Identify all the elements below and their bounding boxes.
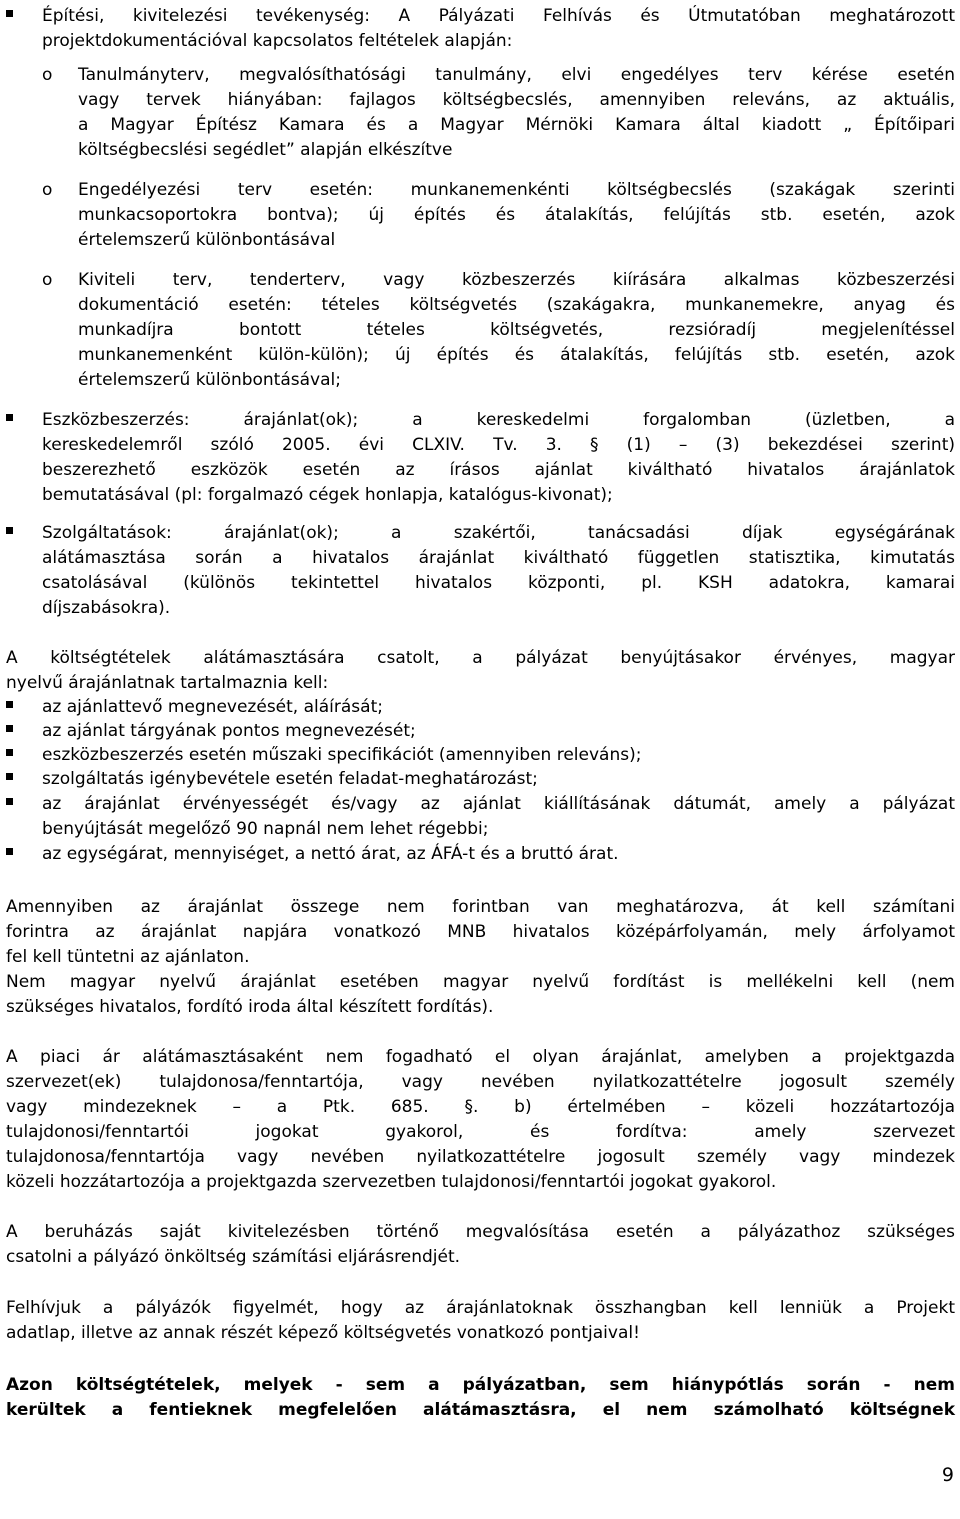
text-line: Engedélyezési terv esetén: munkanemenkénti költségbecslés (szakágak szerinti bbox=[78, 180, 955, 200]
text-line: Kiviteli terv, tenderterv, vagy közbeszerzés kiírására alkalmas közbeszerzési bbox=[78, 270, 955, 290]
text-line: munkanemenként külön-külön); új építés és átalakítás, felújítás stb. esetén, azok bbox=[78, 345, 955, 365]
text-line: Amennyiben az árajánlat összege nem forintban van meghatározva, át kell számítani bbox=[6, 897, 955, 917]
bullet-square bbox=[6, 10, 13, 17]
text-line: munkadíjra bontott tételes költségvetés, rezsióradíj megjelenítéssel bbox=[78, 320, 955, 340]
text-line: alátámasztása során a hivatalos árajánlat kiváltható független statisztika, kimutatás bbox=[42, 548, 955, 568]
text-line: A költségtételek alátámasztására csatolt, a pályázat benyújtásakor érvényes, magyar bbox=[6, 648, 955, 668]
text-line: Eszközbeszerzés: árajánlat(ok); a kereskedelmi forgalomban (üzletben, a bbox=[42, 410, 955, 430]
text-line: csatolni a pályázó önköltség számítási eljárásrendjét. bbox=[6, 1247, 461, 1267]
text-line: projektdokumentációval kapcsolatos feltételek alapján: bbox=[42, 31, 513, 51]
text-line: értelemszerű különbontásával; bbox=[78, 370, 341, 390]
bullet-square bbox=[6, 749, 13, 756]
text-line: szolgáltatás igénybevétele esetén feladat-meghatározást; bbox=[42, 769, 538, 789]
text-line: dokumentáció esetén: tételes költségvetés (szakágakra, munkanemekre, anyag és bbox=[78, 295, 955, 315]
text-line: a Magyar Építész Kamara és a Magyar Mérnöki Kamara által kiadott „ Építőipari bbox=[78, 115, 955, 135]
text-line: értelemszerű különbontásával bbox=[78, 230, 336, 250]
sub-bullet-marker: o bbox=[42, 65, 53, 85]
text-line: költségbecslési segédlet” alapján elkészítve bbox=[78, 140, 453, 160]
page-number: 9 bbox=[941, 1464, 954, 1486]
text-line: vagy tervek hiányában: fajlagos költségbecslés, amennyiben releváns, az aktuális, bbox=[78, 90, 955, 110]
text-line: az egységárat, mennyiséget, a nettó árat, az ÁFÁ-t és a bruttó árat. bbox=[42, 844, 619, 864]
bullet-square bbox=[6, 527, 13, 534]
text-line: az ajánlattevő megnevezését, aláírását; bbox=[42, 697, 383, 717]
text-line: fel kell tüntetni az ajánlaton. bbox=[6, 947, 250, 967]
text-line: A piaci ár alátámasztásaként nem fogadható el olyan árajánlat, amelyben a projektgazda bbox=[6, 1047, 955, 1067]
text-line: bemutatásával (pl: forgalmazó cégek honlapja, katalógus-kivonat); bbox=[42, 485, 613, 505]
text-line: Tanulmányterv, megvalósíthatósági tanulmány, elvi engedélyes terv kérése esetén bbox=[78, 65, 955, 85]
bold-text-line: Azon költségtételek, melyek - sem a pályázatban, sem hiánypótlás során - nem bbox=[6, 1375, 955, 1395]
text-line: közeli hozzátartozója a projektgazda szervezetben tulajdonosi/fenntartói jogokat gyakorol. bbox=[6, 1172, 777, 1192]
text-line: benyújtását megelőző 90 napnál nem lehet régebbi; bbox=[42, 819, 489, 839]
text-line: csatolásával (különös tekintettel hivatalos központi, pl. KSH adatokra, kamarai bbox=[42, 573, 955, 593]
text-line: tulajdonosi/fenntartói jogokat gyakorol, és fordítva: amely szervezet bbox=[6, 1122, 955, 1142]
bullet-square bbox=[6, 798, 13, 805]
bullet-square bbox=[6, 725, 13, 732]
text-line: vagy mindezeknek – a Ptk. 685. §. b) értelmében – közeli hozzátartozója bbox=[6, 1097, 955, 1117]
sub-bullet-marker: o bbox=[42, 180, 53, 200]
text-line: nyelvű árajánlatnak tartalmaznia kell: bbox=[6, 673, 329, 693]
text-line: kereskedelemről szóló 2005. évi CLXIV. Tv. 3. § (1) – (3) bekezdései szerint) bbox=[42, 435, 955, 455]
text-line: díjszabásokra). bbox=[42, 598, 171, 618]
text-line: Nem magyar nyelvű árajánlat esetében magyar nyelvű fordítást is mellékelni kell (nem bbox=[6, 972, 955, 992]
bullet-square bbox=[6, 773, 13, 780]
text-line: Építési, kivitelezési tevékenység: A Pályázati Felhívás és Útmutatóban meghatározott bbox=[42, 6, 955, 26]
sub-bullet-marker: o bbox=[42, 270, 53, 290]
bullet-square bbox=[6, 848, 13, 855]
text-line: beszerezhető eszközök esetén az írásos ajánlat kiváltható hivatalos árajánlatok bbox=[42, 460, 955, 480]
text-line: A beruházás saját kivitelezésben történő megvalósítása esetén a pályázathoz szükséges bbox=[6, 1222, 955, 1242]
text-line: szükséges hivatalos, fordító iroda által készített fordítás). bbox=[6, 997, 494, 1017]
text-line: az ajánlat tárgyának pontos megnevezését; bbox=[42, 721, 416, 741]
text-line: az árajánlat érvényességét és/vagy az ajánlat kiállításának dátumát, amely a pályázat bbox=[42, 794, 955, 814]
bullet-square bbox=[6, 414, 13, 421]
text-line: eszközbeszerzés esetén műszaki specifikációt (amennyiben releváns); bbox=[42, 745, 642, 765]
text-line: Felhívjuk a pályázók figyelmét, hogy az árajánlatoknak összhangban kell lenniük a Projekt bbox=[6, 1298, 955, 1318]
text-line: Szolgáltatások: árajánlat(ok); a szakértői, tanácsadási díjak egységárának bbox=[42, 523, 955, 543]
text-line: munkacsoportokra bontva); új építés és átalakítás, felújítás stb. esetén, azok bbox=[78, 205, 955, 225]
bullet-square bbox=[6, 701, 13, 708]
text-line: forintra az árajánlat napjára vonatkozó MNB hivatalos középárfolyamán, mely árfolyamot bbox=[6, 922, 955, 942]
text-line: tulajdonosa/fenntartója vagy nevében nyilatkozattételre jogosult személy vagy mindezek bbox=[6, 1147, 955, 1167]
text-line: szervezet(ek) tulajdonosa/fenntartója, vagy nevében nyilatkozattételre jogosult személy bbox=[6, 1072, 955, 1092]
bold-text-line: kerültek a fentieknek megfelelően alátámasztásra, el nem számolható költségnek bbox=[6, 1400, 955, 1420]
text-line: adatlap, illetve az annak részét képező költségvetés vonatkozó pontjaival! bbox=[6, 1323, 640, 1343]
